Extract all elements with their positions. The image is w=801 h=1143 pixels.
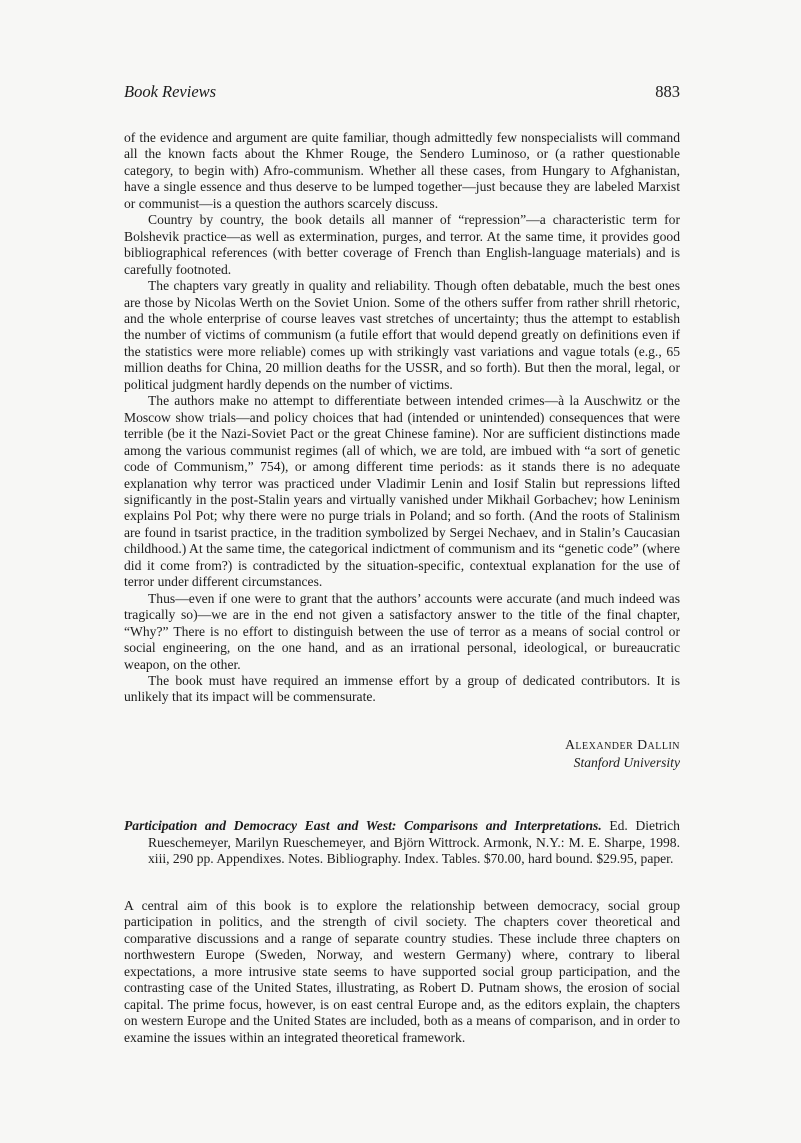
reviewer-signature [124,736,680,772]
citation-details: Ed. Dietrich Rueschemeyer, Marilyn Rueschemeyer, and Björn Wittrock. Armonk, N.Y.: M. E. Sharpe, 1998. xiii, 290 pp. Appendixes. Notes. Bibliography. Index. Tables. $70.00, hard bound. $29.95, paper. [148,818,680,866]
book-citation [124,818,680,868]
reviewer-name: Alexander Dallin [565,737,680,752]
page-number: 883 [655,82,680,101]
review-paragraph: The authors make no attempt to differentiate between intended crimes—à la Auschwitz or the Moscow show trials—and policy choices that had (intended or unintended) consequences that were terrible (be it the Nazi-Soviet Pact or the great Chinese famine). Nor are sufficient distinctions made among the various communist regimes (all of which, we are told, are imbued with “a sort of genetic code of Communism,” 754), or among different time periods: as it stands there is no adequate explanation why terror was practiced under Vladimir Lenin and Iosif Stalin but repressions lifted significantly in the post-Stalin years and virtually vanished under Mikhail Gorbachev; how Leninism explains Pol Pot; why there were no purge trials in Poland; and so forth. (And the roots of Stalinism are found in tsarist practice, in the tradition symbolized by Sergei Nechaev, and in Stalin’s Caucasian childhood.) At the same time, the categorical indictment of communism and its “genetic code” (where did it come from?) is contradicted by the situation-specific, contextual explanation for the use of terror under different circumstances. [124,393,680,590]
review-paragraph: Thus—even if one were to grant that the authors’ accounts were accurate (and much indeed was tragically so)—we are in the end not given a satisfactory answer to the title of the final chapter, “Why?” There is no effort to distinguish between the use of terror as a means of social control or social engineering, on the one hand, and as an irrational personal, ideological, or bureaucratic weapon, on the other. [124,590,680,672]
second-review-body [124,898,680,1046]
book-title: Participation and Democracy East and West: Comparisons and Interpretations. [124,818,602,833]
review-paragraph: Country by country, the book details all manner of “repression”—a characteristic term for Bolshevik practice—as well as extermination, purges, and terror. At the same time, it provides good bibliographical references (with better coverage of French than English-language materials) and is carefully footnoted. [124,212,680,277]
reviewer-affiliation: Stanford University [573,755,680,770]
section-title: Book Reviews [124,82,217,101]
running-head [124,82,680,106]
review-paragraph: of the evidence and argument are quite familiar, though admittedly few nonspecialists will command all the known facts about the Khmer Rouge, the Sendero Luminoso, or (a rather questionable category, to begin with) Afro-communism. Whether all these cases, from Hungary to Afghanistan, have a single essence and thus deserve to be lumped together—just because they are labeled Marxist or communist—is a question the authors scarcely discuss. [124,130,680,211]
review-paragraph: The chapters vary greatly in quality and reliability. Though often debatable, much the best ones are those by Nicolas Werth on the Soviet Union. Some of the others suffer from rather shrill rhetoric, and the whole enterprise of course leaves vast stretches of uncertainty; thus the attempt to establish the number of victims of communism (a futile effort that would depend greatly on definitions even if the statistics were more reliable) comes up with strikingly vast variations and vague totals (e.g., 65 million deaths for China, 20 million deaths for the USSR, and so forth). But then the moral, legal, or political judgment hardly depends on the number of victims. [124,278,680,392]
review-paragraph: A central aim of this book is to explore the relationship between democracy, social group participation in politics, and the strength of civil society. The chapters cover theoretical and comparative discussions and a range of separate country studies. These include three chapters on northwestern Europe (Sweden, Norway, and western Germany) where, contrary to liberal expectations, a more intrusive state seems to have supported social group participation, and the contrasting case of the United States, illustrating, as Robert D. Putnam shows, the erosion of social capital. The prime focus, however, is on east central Europe and, as the editors explain, the chapters on western Europe and the United States are included, both as a means of comparison, and in order to examine the issues within an integrated theoretical framework. [124,898,680,1045]
review-body [124,130,680,706]
review-paragraph: The book must have required an immense effort by a group of dedicated contributors. It is unlikely that its impact will be commensurate. [124,672,680,705]
